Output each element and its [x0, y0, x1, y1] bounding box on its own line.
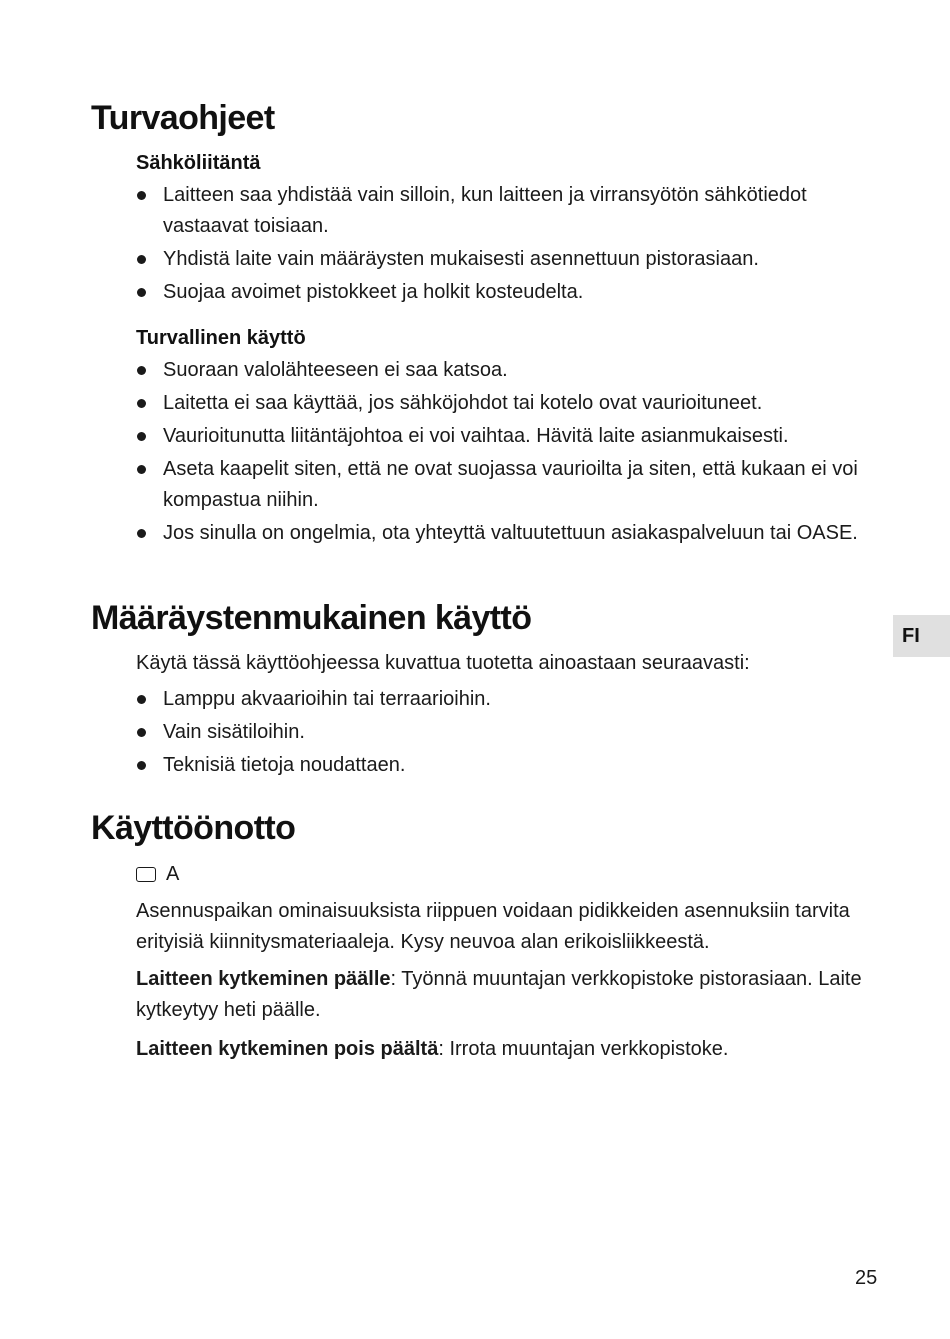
page-number: 25	[855, 1267, 878, 1289]
bullet-icon	[137, 529, 146, 538]
switch-off-paragraph	[136, 1034, 886, 1065]
list-item: Laitteen saa yhdistää vain silloin, kun laitteen ja virransyötön sähkötiedot vastaavat toisiaan.	[136, 180, 886, 242]
list-item: Suojaa avoimet pistokkeet ja holkit kosteudelta.	[136, 277, 886, 308]
bullet-icon	[137, 761, 146, 770]
list-item: Yhdistä laite vain määräysten mukaisesti asennettuun pistorasiaan.	[136, 244, 886, 275]
bullet-icon	[137, 399, 146, 408]
switch-off-text: : Irrota muuntajan verkkopistoke.	[438, 1038, 729, 1060]
figure-reference-icon	[136, 867, 156, 882]
bullet-icon	[137, 366, 146, 375]
commissioning-paragraph: Asennuspaikan ominaisuuksista riippuen voidaan pidikkeiden asennuksiin tarvita erityisiä kiinnitysmateriaaleja. Kysy neuvoa alan erikoisliikkeestä.	[136, 900, 850, 953]
language-tab: FI	[893, 615, 950, 657]
list-item: Vain sisätiloihin.	[136, 717, 886, 748]
list-item: Laitetta ei saa käyttää, jos sähköjohdot tai kotelo ovat vaurioituneet.	[136, 388, 886, 419]
intended-use-list	[136, 684, 886, 783]
list-item: Aseta kaapelit siten, että ne ovat suojassa vaurioilta ja siten, että kukaan ei voi kompastua niihin.	[136, 454, 886, 516]
bullet-icon	[137, 191, 146, 200]
switch-on-paragraph	[136, 964, 886, 1026]
bullet-icon	[137, 432, 146, 441]
switch-off-label: Laitteen kytkeminen pois päältä	[136, 1038, 439, 1060]
list-item: Lamppu akvaarioihin tai terraarioihin.	[136, 684, 886, 715]
safe-use-heading: Turvallinen käyttö	[136, 327, 306, 349]
list-item: Teknisiä tietoja noudattaen.	[136, 750, 886, 781]
safety-title: Turvaohjeet	[91, 99, 275, 137]
list-item: Suoraan valolähteeseen ei saa katsoa.	[136, 355, 886, 386]
safe-use-list	[136, 355, 886, 551]
intended-use-intro: Käytä tässä käyttöohjeessa kuvattua tuotetta ainoastaan seuraavasti:	[136, 652, 750, 674]
bullet-icon	[137, 288, 146, 297]
figure-reference-label: A	[166, 863, 180, 885]
bullet-icon	[137, 728, 146, 737]
commissioning-title: Käyttöönotto	[91, 809, 296, 847]
list-item: Jos sinulla on ongelmia, ota yhteyttä valtuutettuun asiakaspalveluun tai OASE.	[136, 518, 886, 549]
switch-on-text: : Työnnä muuntajan verkkopistoke pistorasiaan. Laite kytkeytyy heti päälle.	[136, 968, 862, 1021]
intended-use-title: Määräystenmukainen käyttö	[91, 599, 532, 637]
bullet-icon	[137, 465, 146, 474]
switch-on-label: Laitteen kytkeminen päälle	[136, 968, 391, 990]
electrical-heading: Sähköliitäntä	[136, 152, 261, 174]
bullet-icon	[137, 695, 146, 704]
figure-reference	[136, 860, 179, 888]
bullet-icon	[137, 255, 146, 264]
electrical-list	[136, 180, 886, 310]
list-item: Vaurioitunutta liitäntäjohtoa ei voi vaihtaa. Hävitä laite asianmukaisesti.	[136, 421, 886, 452]
